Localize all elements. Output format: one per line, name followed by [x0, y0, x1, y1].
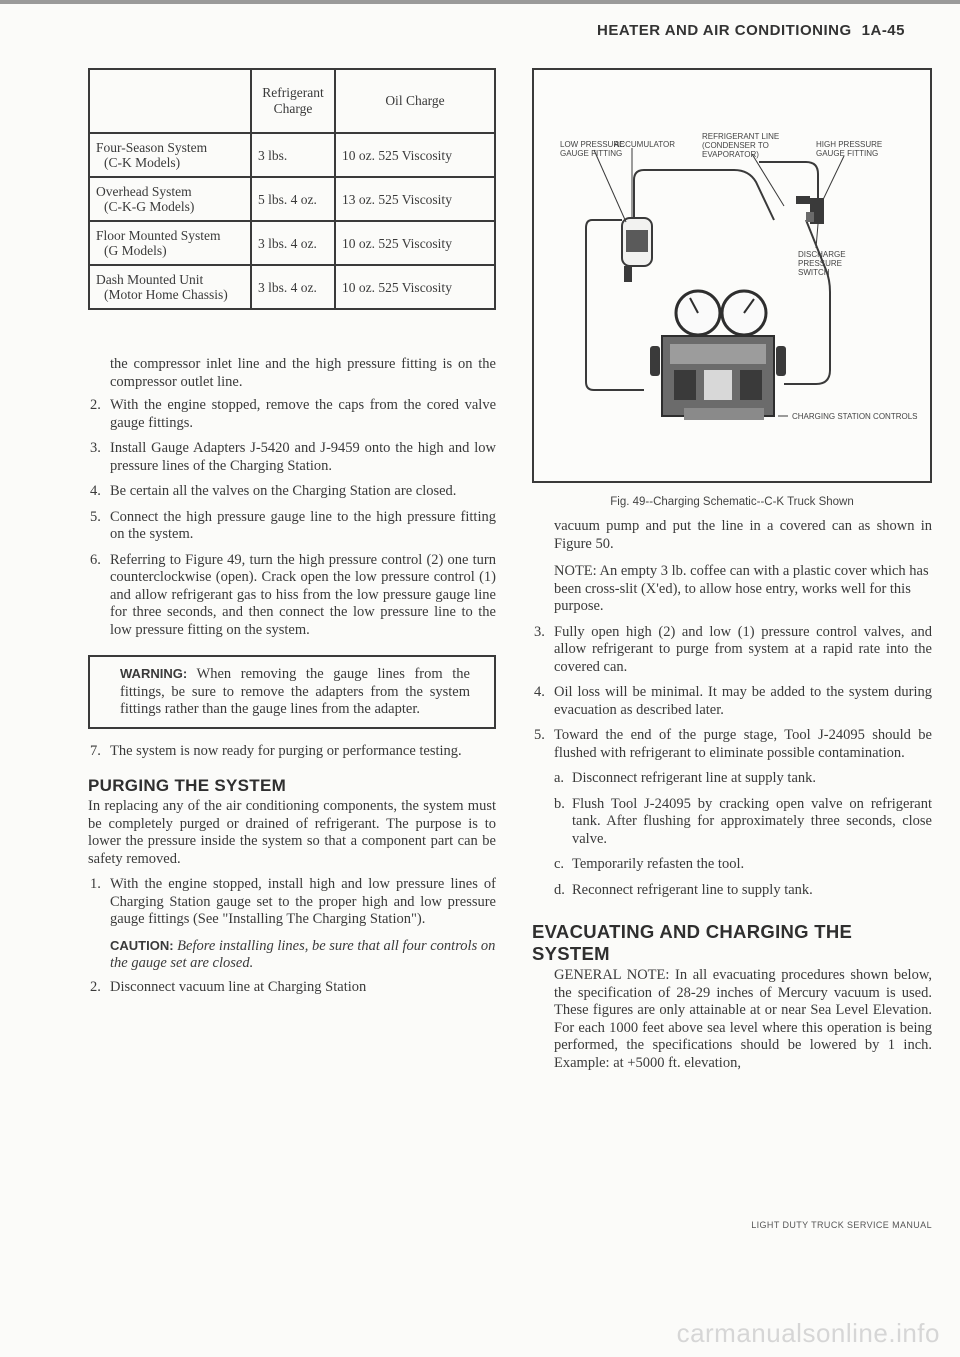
list-item: 5. Toward the end of the purge stage, Tool J-24095 should be flushed with refrigerant to eliminate possible contamination. [534, 727, 932, 761]
evacuating-heading: EVACUATING AND CHARGING THE SYSTEM [532, 921, 853, 964]
table-row [89, 221, 495, 265]
system-name: Overhead System [96, 184, 192, 199]
list-item: 7. The system is now ready for purging or performance testing. [90, 742, 462, 759]
purging-steps-list-2 [88, 979, 496, 997]
low-pressure-fitting-label: LOW PRESSURE GAUGE FITTING [560, 140, 625, 158]
general-note: GENERAL NOTE: In all evacuating procedures shown below, the specification of 28-29 inches of Mercury vacuum is used. These figures are only attainable at or near Sea Level Elevation. For each 1000 feet above sea level where this operation is being performed, the specifications should be lowered by 1 inch. Example: at +5000 ft. elevation, [554, 967, 932, 1071]
continuation-paragraph: the compressor inlet line and the high pressure fitting is on the compressor outlet line. [110, 356, 496, 390]
step7-list [88, 743, 496, 761]
table-header-cell: Refrigerant Charge [251, 69, 335, 133]
list-item: 4. Oil loss will be minimal. It may be added to the system during evacuation as described later. [534, 684, 932, 718]
system-name: Floor Mounted System [96, 228, 221, 243]
system-models: (G Models) [104, 243, 167, 258]
table-header-row [89, 69, 495, 133]
warning-label: WARNING: [120, 666, 188, 681]
discharge-switch-icon [796, 196, 824, 224]
system-name: Dash Mounted Unit [96, 272, 204, 287]
caution-text: Before installing lines, be sure that all four controls on the gauge set are closed. [110, 937, 496, 971]
system-models: (C-K-G Models) [104, 199, 195, 214]
warning-text: When removing the gauge lines from the fittings, be sure to remove the adapters from the system fittings rather than the gauge lines from the adapter. [120, 666, 470, 717]
list-item: 5. Connect the high pressure gauge line to the high pressure fitting on the system. [90, 508, 496, 542]
purging-heading: PURGING THE SYSTEM [88, 776, 287, 795]
caution-note [88, 937, 496, 973]
accumulator-icon [622, 218, 652, 282]
table-row [89, 265, 495, 309]
purging-intro: In replacing any of the air conditioning components, the system must be completely purged or drained of refrigerant. The purpose is to lower the pressure inside the system so that a component part can be safety removed. [88, 798, 496, 867]
refrigerant-cell: 5 lbs. 4 oz. [251, 177, 335, 221]
system-cell [89, 265, 251, 309]
charging-schematic-figure [532, 68, 932, 483]
high-pressure-hose [784, 220, 830, 384]
charging-station-icon [650, 336, 786, 420]
oil-cell: 13 oz. 525 Viscosity [335, 177, 495, 221]
system-models: (C-K Models) [104, 155, 181, 170]
purging-steps-list [88, 876, 496, 929]
high-pressure-fitting-label: HIGH PRESSURE GAUGE FITTING [816, 140, 883, 158]
refrigerant-line-label: REFRIGERANT LINE (CONDENSER TO EVAPORATOR) [702, 132, 780, 159]
system-cell [89, 133, 251, 177]
list-item: 1. With the engine stopped, install high and low pressure lines of Charging Station gauge set to the proper high and low pressure gauge fittings (See "Installing The Charging Station"). [90, 876, 496, 927]
install-steps-list [88, 397, 496, 639]
system-cell [89, 177, 251, 221]
substeps-list [532, 770, 932, 899]
list-item: 2. Disconnect vacuum line at Charging Station [90, 978, 367, 995]
note-paragraph: NOTE: An empty 3 lb. coffee can with a plastic cover which has been cross-slit (X'ed), to allow hose entry, works well for this purpose. [554, 563, 929, 614]
refrigerant-cell: 3 lbs. 4 oz. [251, 265, 335, 309]
list-item: 4. Be certain all the valves on the Charging Station are closed. [90, 483, 457, 499]
site-watermark: carmanualsonline.info [676, 1318, 940, 1348]
accumulator-label: ACCUMULATOR [614, 140, 676, 149]
table-header-cell [89, 69, 251, 133]
list-item: a. Disconnect refrigerant line at supply tank. [554, 770, 817, 786]
caution-label: CAUTION: [110, 937, 174, 953]
oil-cell: 10 oz. 525 Viscosity [335, 265, 495, 309]
list-item: c. Temporarily refasten the tool. [554, 856, 745, 872]
right-steps-list [532, 624, 932, 763]
right-column [532, 68, 932, 1072]
table-row [89, 177, 495, 221]
oil-cell: 10 oz. 525 Viscosity [335, 133, 495, 177]
list-item: 6. Referring to Figure 49, turn the high pressure control (2) one turn counterclockwise (open). Crack open the low pressure control (1) and allow refrigerant gas to hiss from the low pressure gauge line for three seconds, and then connect the low pressure line to the low pressure fitting on the system. [90, 551, 496, 638]
list-item: 2. With the engine stopped, remove the caps from the cored valve gauge fittings. [90, 397, 496, 431]
top-rule [0, 0, 960, 4]
figure-caption: Fig. 49--Charging Schematic--C-K Truck Shown [610, 496, 854, 508]
warning-box [88, 655, 496, 729]
refrigerant-spec-table [88, 68, 496, 310]
discharge-switch-label: DISCHARGE PRESSURE SWITCH [798, 250, 846, 277]
refrigerant-line [634, 170, 774, 228]
left-column [88, 68, 496, 1004]
list-item: 3. Fully open high (2) and low (1) pressure control valves, and allow refrigerant to purge from system at a rapid rate into the covered can. [534, 623, 932, 675]
high-side-line [759, 162, 818, 200]
oil-cell: 10 oz. 525 Viscosity [335, 221, 495, 265]
page-number: 1A-45 [861, 22, 905, 39]
list-item: 3. Install Gauge Adapters J-5420 and J-9459 onto the high and low pressure lines of the Charging Station. [90, 440, 496, 474]
system-name: Four-Season System [96, 140, 208, 155]
header-title: HEATER AND AIR CONDITIONING [597, 22, 852, 39]
list-item: b. Flush Tool J-24095 by cracking open valve on refrigerant tank. After flushing for approximately three seconds, close valve. [554, 795, 932, 847]
page-header [565, 22, 905, 39]
table-row [89, 133, 495, 177]
manual-footer: LIGHT DUTY TRUCK SERVICE MANUAL [751, 1220, 932, 1230]
gauge-icon [676, 291, 766, 335]
refrigerant-cell: 3 lbs. 4 oz. [251, 221, 335, 265]
system-models: (Motor Home Chassis) [104, 287, 228, 302]
system-cell [89, 221, 251, 265]
table-header-cell: Oil Charge [335, 69, 495, 133]
charging-controls-label: CHARGING STATION CONTROLS [792, 412, 918, 421]
list-item: d. Reconnect refrigerant line to supply tank. [554, 881, 813, 898]
refrigerant-cell: 3 lbs. [251, 133, 335, 177]
right-continuation: vacuum pump and put the line in a covered can as shown in Figure 50. [554, 518, 932, 552]
